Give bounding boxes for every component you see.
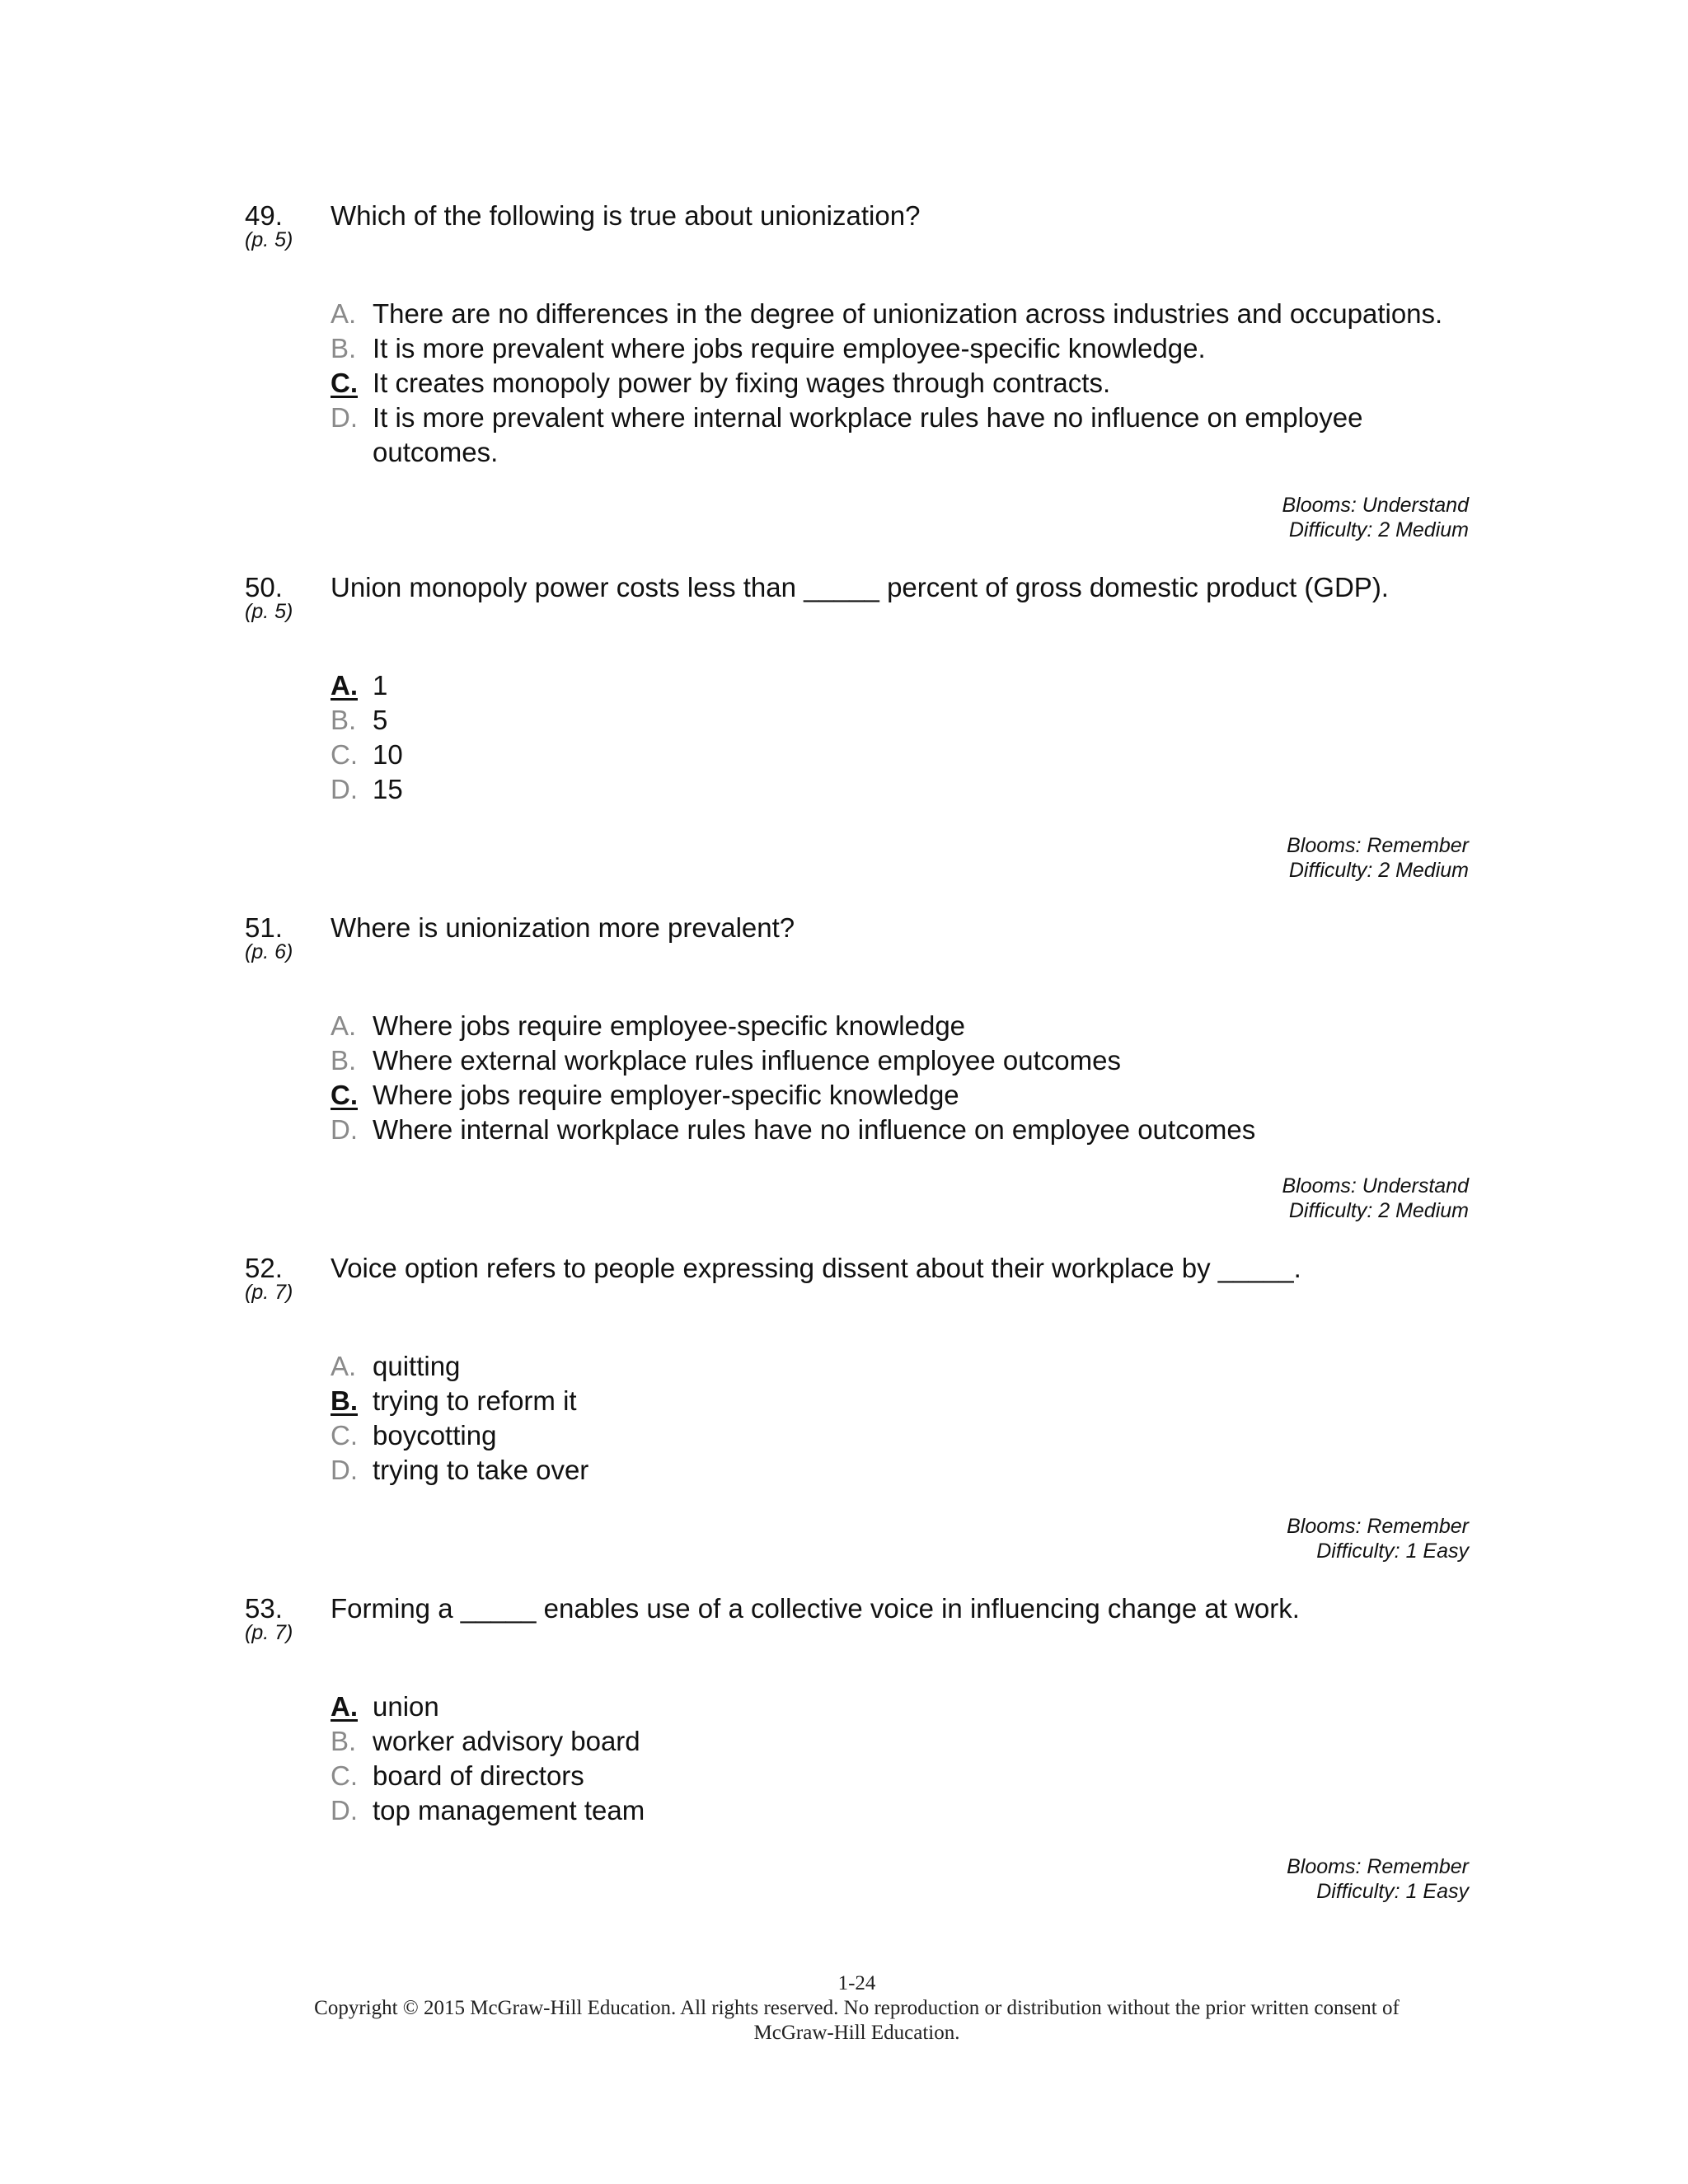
option-letter: D. — [331, 1795, 358, 1825]
option-text: It is more prevalent where jobs require employee-specific knowledge. — [373, 333, 1206, 363]
question-metadata — [892, 1854, 1469, 1904]
option-d — [331, 401, 1468, 470]
correct-option-letter: B. — [331, 1385, 358, 1416]
question-metadata — [892, 833, 1469, 883]
option-d — [331, 1453, 1468, 1488]
page-reference: (p. 5) — [245, 600, 293, 623]
question-stem: Union monopoly power costs less than _____ percent of gross domestic product (GDP). — [331, 572, 1389, 602]
option-c — [331, 1759, 1468, 1793]
question-stem: Forming a _____ enables use of a collective voice in influencing change at work. — [331, 1593, 1300, 1624]
blooms-level: Blooms: Remember — [1287, 1855, 1469, 1878]
answer-options — [331, 297, 1468, 470]
option-text: trying to take over — [373, 1455, 589, 1485]
option-text: Where external workplace rules influence employee outcomes — [373, 1045, 1121, 1076]
option-letter: D. — [331, 1455, 358, 1485]
page-reference: (p. 7) — [245, 1621, 293, 1644]
option-letter: C. — [331, 1420, 358, 1451]
option-text: Where jobs require employer-specific knowledge — [373, 1080, 959, 1110]
option-a — [331, 1009, 1468, 1043]
answer-options — [331, 1690, 1468, 1828]
option-c — [331, 738, 1468, 772]
difficulty-level: Difficulty: 1 Easy — [1316, 1540, 1469, 1563]
option-letter: C. — [331, 739, 358, 770]
page-reference: (p. 6) — [245, 940, 293, 963]
option-text: union — [373, 1691, 439, 1722]
option-letter: B. — [331, 705, 357, 735]
copyright-line: McGraw-Hill Education. — [753, 2022, 960, 2044]
option-text: top management team — [373, 1795, 645, 1825]
blooms-level: Blooms: Remember — [1287, 834, 1469, 857]
question-number: 51. — [245, 912, 283, 943]
question-number: 49. — [245, 200, 283, 231]
option-text: worker advisory board — [373, 1726, 640, 1756]
correct-option-letter: C. — [331, 1080, 358, 1110]
option-text: It creates monopoly power by fixing wages through contracts. — [373, 368, 1111, 398]
option-c — [331, 366, 1468, 401]
option-letter: B. — [331, 1726, 357, 1756]
option-text: quitting — [373, 1351, 461, 1381]
option-text: 10 — [373, 739, 403, 770]
option-letter: A. — [331, 1010, 357, 1041]
difficulty-level: Difficulty: 1 Easy — [1316, 1880, 1469, 1903]
option-letter: B. — [331, 333, 357, 363]
answer-options — [331, 1349, 1468, 1488]
copyright-line: Copyright © 2015 McGraw-Hill Education. All rights reserved. No reproduction or distribution without the prior written consent of — [314, 1997, 1400, 2019]
question-stem: Where is unionization more prevalent? — [331, 912, 795, 943]
option-b — [331, 331, 1468, 366]
answer-options — [331, 668, 1468, 807]
option-c — [331, 1418, 1468, 1453]
option-letter: C. — [331, 1760, 358, 1791]
option-text: It is more prevalent where internal workplace rules have no influence on employee outcomes. — [373, 402, 1363, 467]
page-footer — [245, 1971, 1469, 2046]
difficulty-level: Difficulty: 2 Medium — [1288, 518, 1469, 541]
option-c — [331, 1078, 1468, 1113]
option-text: Where internal workplace rules have no influence on employee outcomes — [373, 1114, 1256, 1145]
blooms-level: Blooms: Understand — [1282, 494, 1469, 517]
option-d — [331, 1793, 1468, 1828]
option-b — [331, 703, 1468, 738]
blooms-level: Blooms: Understand — [1282, 1174, 1469, 1197]
correct-option-letter: A. — [331, 670, 358, 701]
option-letter: B. — [331, 1045, 357, 1076]
page-reference: (p. 5) — [245, 228, 293, 251]
option-d — [331, 772, 1468, 807]
option-letter: A. — [331, 1351, 357, 1381]
question-stem: Which of the following is true about unionization? — [331, 200, 921, 231]
option-text: 5 — [373, 705, 388, 735]
question-metadata — [892, 1174, 1469, 1223]
option-letter: D. — [331, 402, 358, 433]
option-letter: D. — [331, 1114, 358, 1145]
correct-option-letter: C. — [331, 368, 358, 398]
question-number: 53. — [245, 1593, 283, 1624]
option-text: There are no differences in the degree of unionization across industries and occupations. — [373, 298, 1443, 329]
option-letter: D. — [331, 774, 358, 804]
question-metadata — [892, 1514, 1469, 1563]
blooms-level: Blooms: Remember — [1287, 1515, 1469, 1538]
page-number: 1-24 — [837, 1972, 876, 1994]
option-b — [331, 1724, 1468, 1759]
question-number: 52. — [245, 1253, 283, 1283]
option-d — [331, 1113, 1468, 1147]
question-metadata — [892, 493, 1469, 542]
option-a — [331, 1349, 1468, 1384]
option-a — [331, 668, 1468, 703]
option-text: board of directors — [373, 1760, 584, 1791]
option-letter: A. — [331, 298, 357, 329]
question-number: 50. — [245, 572, 283, 602]
correct-option-letter: A. — [331, 1691, 358, 1722]
option-a — [331, 297, 1468, 331]
answer-options — [331, 1009, 1468, 1147]
option-text: 15 — [373, 774, 403, 804]
difficulty-level: Difficulty: 2 Medium — [1288, 1199, 1469, 1222]
option-text: boycotting — [373, 1420, 497, 1451]
question-stem: Voice option refers to people expressing dissent about their workplace by _____. — [331, 1253, 1301, 1283]
option-text: Where jobs require employee-specific knowledge — [373, 1010, 966, 1041]
difficulty-level: Difficulty: 2 Medium — [1288, 859, 1469, 882]
option-b — [331, 1043, 1468, 1078]
option-text: 1 — [373, 670, 388, 701]
option-a — [331, 1690, 1468, 1724]
page-reference: (p. 7) — [245, 1281, 293, 1304]
option-text: trying to reform it — [373, 1385, 577, 1416]
option-b — [331, 1384, 1468, 1418]
